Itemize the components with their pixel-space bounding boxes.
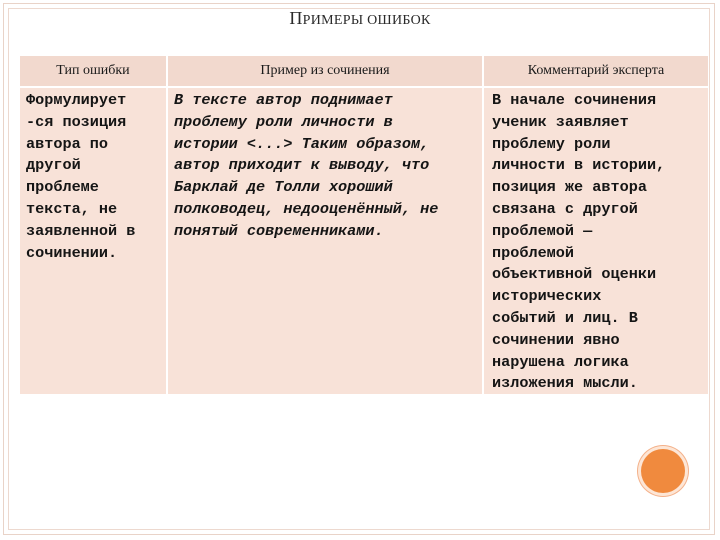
cell-text-line: полководец, недооценённый, не: [174, 199, 439, 218]
cell-text-line: проблему роли личности в: [174, 112, 393, 131]
cell-text-line: понятый современниками.: [174, 221, 384, 240]
cell-text-line: изложения мысли.: [492, 374, 638, 393]
cell-text-line: объективной оценки: [492, 265, 657, 284]
cell-text-line: -ся позиция: [26, 112, 127, 131]
header-error-type: Тип ошибки: [20, 56, 166, 86]
cell-text-line: В тексте автор поднимает: [174, 91, 393, 109]
cell-text-line: истории <...> Таким образом,: [174, 134, 430, 153]
cell-text-line: автора по: [26, 134, 109, 153]
cell-text-line: Формулирует: [26, 91, 127, 109]
cell-text-line: исторических: [492, 287, 602, 306]
decorative-orange-circle: [641, 449, 685, 493]
cell-text-line: сочинении.: [26, 243, 118, 262]
cell-text-line: нарушена логика: [492, 352, 629, 371]
cell-text-line: автор приходит к выводу, что: [174, 156, 430, 175]
cell-error-type: [20, 88, 166, 394]
cell-text-line: проблемой —: [492, 221, 593, 240]
cell-text-line: позиция же автора: [492, 178, 647, 197]
cell-text-line: проблемой: [492, 243, 575, 262]
cell-text-line: текста, не: [26, 199, 118, 218]
cell-text-line: проблему роли: [492, 134, 611, 153]
cell-text-line: заявленной в: [26, 221, 136, 240]
cell-text-line: В начале сочинения: [492, 91, 657, 109]
cell-text-line: связана с другой: [492, 199, 638, 218]
slide-title: [0, 8, 720, 29]
title-initial: П: [289, 8, 303, 28]
cell-text-line: проблеме: [26, 178, 99, 197]
cell-text-line: событий и лиц. В: [492, 308, 638, 327]
cell-text-line: сочинении явно: [492, 330, 620, 349]
cell-essay-example: [168, 88, 482, 394]
cell-text-line: другой: [26, 156, 81, 175]
cell-text-line: ученик заявляет: [492, 112, 629, 131]
cell-text-line: личности в истории,: [492, 156, 666, 175]
cell-text-line: Барклай де Толли хороший: [174, 178, 393, 197]
cell-expert-comment: [484, 88, 708, 394]
header-expert-comment: Комментарий эксперта: [484, 56, 708, 86]
header-essay-example: Пример из сочинения: [168, 56, 482, 86]
title-rest: РИМЕРЫ ОШИБОК: [302, 13, 431, 28]
